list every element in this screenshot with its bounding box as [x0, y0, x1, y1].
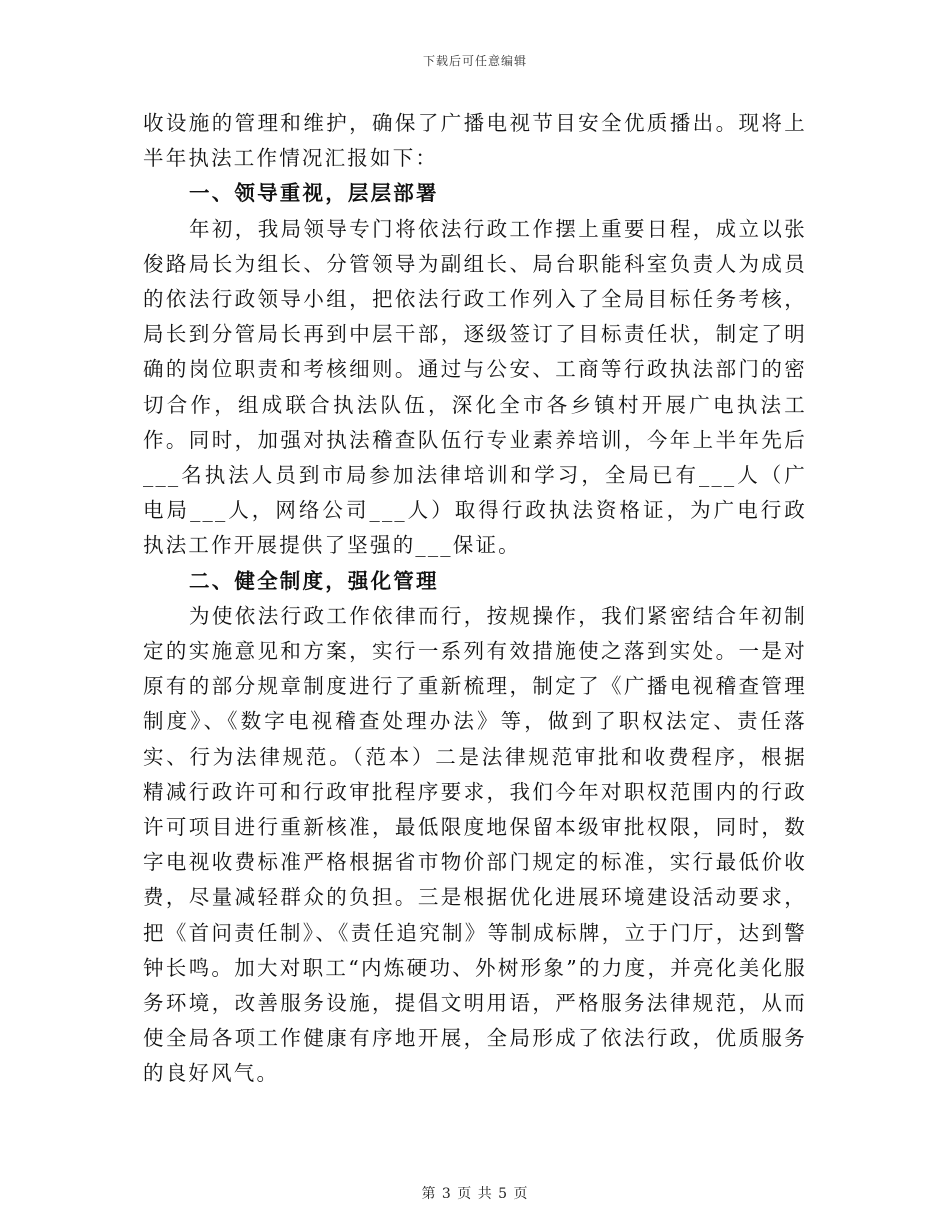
- section-1-heading: 一、领导重视，层层部署: [189, 181, 439, 206]
- page-number-footer: 第 3 页 共 5 页: [421, 1186, 529, 1202]
- document-body: [143, 106, 807, 1092]
- page-header-note: 下载后可任意编辑: [422, 54, 527, 68]
- section-2-heading: 二、健全制度，强化管理: [189, 568, 439, 593]
- section-1-paragraph: 年初，我局领导专门将依法行政工作摆上重要日程，成立以张俊路局长为组长、分管领导为副组长、局台职能科室负责人为成员的依法行政领导小组，把依法行政工作列入了全局目标任务考核，局长到分管局长再到中层干部，逐级签订了目标责任状，制定了明确的岗位职责和考核细则。通过与公安、工商等行政执法部门的密切合作，组成联合执法队伍，深化全市各乡镇村开展广电执法工作。同时，加强对执法稽查队伍行专业素养培训，今年上半年先后___名执法人员到市局参加法律培训和学习，全局已有___人（广电局___人，网络公司___人）取得行政执法资格证，为广电行政执法工作开展提供了坚强的___保证。: [143, 216, 807, 558]
- section-2-paragraph: 为使依法行政工作依律而行，按规操作，我们紧密结合年初制定的实施意见和方案，实行一系列有效措施使之落到实处。一是对原有的部分规章制度进行了重新梳理，制定了《广播电视稽查管理制度》、《数字电视稽查处理办法》等，做到了职权法定、责任落实、行为法律规范。（范本）二是法律规范审批和收费程序，根据精减行政许可和行政审批程序要求，我们今年对职权范围内的行政许可项目进行重新核准，最低限度地保留本级审批权限，同时，数字电视收费标准严格根据省市物价部门规定的标准，实行最低价收费，尽量减轻群众的负担。三是根据优化进展环境建设活动要求，把《首问责任制》、《责任追究制》等制成标牌，立于门厅，达到警钟长鸣。加大对职工“内炼硬功、外树形象”的力度，并亮化美化服务环境，改善服务设施，提倡文明用语，严格服务法律规范，从而使全局各项工作健康有序地开展，全局形成了依法行政，优质服务的良好风气。: [143, 603, 807, 1086]
- intro-paragraph: 收设施的管理和维护，确保了广播电视节目安全优质播出。现将上半年执法工作情况汇报如下：: [143, 111, 807, 171]
